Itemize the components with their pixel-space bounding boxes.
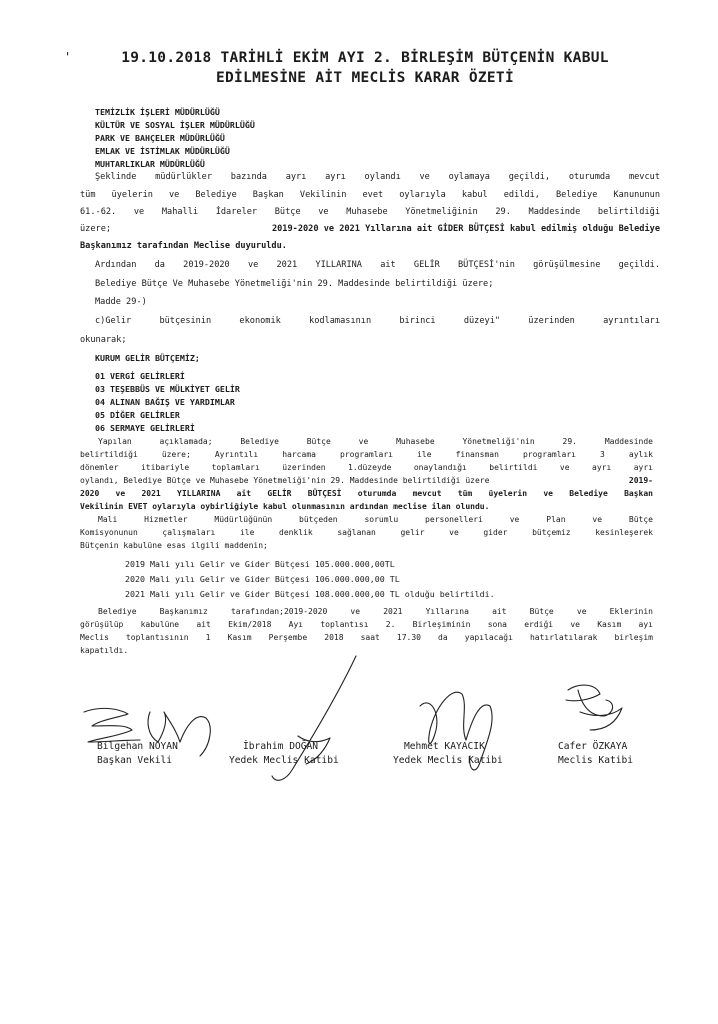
text-line: Ardından da 2019-2020 ve 2021 YILLARINA ait GELİR BÜTÇESİ'nin görüşülmesine geçildi. [95, 260, 660, 270]
signatory-name: İbrahim DOĞAN [243, 741, 319, 752]
title-line-1: 19.10.2018 TARİHLİ EKİM AYI 2. BİRLEŞİM BÜTÇENİN KABUL [121, 50, 609, 66]
text-line [80, 476, 653, 485]
signatory-role: Meclis Katibi [558, 755, 634, 766]
text-line: Mali Hizmetler Müdürlüğünün bütçeden sorumlu personelleri ve Plan ve Bütçe [98, 515, 653, 524]
text-span: üzere; [80, 224, 112, 234]
text-line: Başkanımız tarafından Meclise duyuruldu. [80, 241, 287, 251]
text-line: dönemler itibariyle toplamları üzerinden 1.düzeyde onaylandığı belirtildi ve ayrı ayrı [80, 463, 653, 472]
signatory-role: Başkan Vekili [97, 755, 173, 766]
signatory-role: Yedek Meclis Katibi [229, 755, 339, 766]
scan-mark: ' [64, 50, 72, 64]
department-item: PARK VE BAHÇELER MÜDÜRLÜĞÜ [95, 133, 225, 143]
text-line: Belediye Bütçe Ve Muhasebe Yönetmeliği'nin 29. Maddesinde belirtildiği üzere; [95, 279, 494, 289]
department-item: KÜLTÜR VE SOSYAL İŞLER MÜDÜRLÜĞÜ [95, 120, 255, 130]
income-item: 04 ALINAN BAĞIŞ VE YARDIMLAR [95, 397, 235, 407]
title-line-2: EDİLMESİNE AİT MECLİS KARAR ÖZETİ [216, 70, 514, 86]
text-span: oylandı, Belediye Bütçe ve Muhasebe Yönetmeliği'nin 29. Maddesinde belirtildiği üzere [80, 476, 490, 485]
signatory-name: Mehmet KAYACIK [404, 741, 485, 752]
department-item: EMLAK VE İSTİMLAK MÜDÜRLÜĞÜ [95, 146, 230, 156]
text-line: 2020 ve 2021 YILLARINA ait GELİR BÜTÇESİ oturumda mevcut tüm üyelerin ve Belediye Başkan [80, 489, 653, 498]
signatory-role: Yedek Meclis Katibi [393, 755, 503, 766]
budget-line: 2019 Mali yılı Gelir ve Gider Bütçesi 105.000.000,00TL [125, 559, 395, 569]
signatory-name: Cafer ÖZKAYA [558, 741, 628, 752]
budget-line: 2020 Mali yılı Gelir ve Gider Bütçesi 106.000.000,00 TL [125, 574, 400, 584]
text-span-bold: 2019-2020 ve 2021 Yıllarına ait GİDER BÜTÇESİ kabul edilmiş olduğu Belediye [271, 224, 660, 234]
income-item: 01 VERGİ GELİRLERİ [95, 371, 185, 381]
department-item: TEMİZLİK İŞLERİ MÜDÜRLÜĞÜ [95, 107, 220, 117]
text-line: Vekilinin EVET oylarıyla oybirliğiyle kabul olunmasının ardından meclise ilan olundu. [80, 502, 490, 511]
text-line: 61.-62. ve Mahalli İdareler Bütçe ve Muhasebe Yönetmeliğinin 29. Maddesinde belirtildiği [80, 207, 660, 217]
text-line: Bütçenin kabulüne esas ilgili maddenin; [80, 541, 268, 550]
department-item: MUHTARLIKLAR MÜDÜRLÜĞÜ [95, 159, 205, 169]
income-heading: KURUM GELİR BÜTÇEMİZ; [95, 353, 200, 363]
signature-stroke-ozkaya [566, 685, 622, 730]
income-item: 05 DİĞER GELİRLER [95, 410, 180, 420]
text-line: belirtildiği üzere; Ayrıntılı harcama programları ile finansman programları 3 aylık [80, 450, 653, 459]
income-item: 03 TEŞEBBÜS VE MÜLKİYET GELİR [95, 384, 240, 394]
text-line: tüm üyelerin ve Belediye Başkan Vekilinin evet oylarıyla kabul edildi, Belediye Kanununun [80, 190, 660, 200]
text-line: kapatıldı. [80, 646, 129, 655]
text-line: Komisyonunun çalışmaları ile denklik sağlanan gelir ve gider bütçemiz kesinleşerek [80, 528, 653, 537]
signatory-name: Bilgehan NOYAN [97, 741, 178, 752]
text-span-bold: 2019- [628, 476, 653, 485]
text-line: Belediye Başkanımız tarafından;2019-2020 ve 2021 Yıllarına ait Bütçe ve Eklerinin [98, 607, 653, 616]
text-line: Yapılan açıklamada; Belediye Bütçe ve Muhasebe Yönetmeliği'nin 29. Maddesinde [98, 437, 653, 446]
text-line: c)Gelir bütçesinin ekonomik kodlamasının birinci düzeyi" üzerinden ayrıntıları [95, 316, 660, 326]
budget-line: 2021 Mali yılı Gelir ve Gider Bütçesi 108.000.000,00 TL olduğu belirtildi. [125, 589, 495, 599]
text-line: görüşülüp kabulüne ait Ekim/2018 Ayı toplantısı 2. Birleşiminin sona erdiği ve Kasım ayı [80, 620, 653, 629]
text-line: Meclis toplantısının 1 Kasım Perşembe 2018 saat 17.30 da yapılacağı hatırlatılarak birleşim [80, 633, 653, 642]
text-line: Şeklinde müdürlükler bazında ayrı ayrı oylandı ve oylamaya geçildi, oturumda mevcut [95, 172, 660, 182]
text-line [80, 224, 660, 234]
text-line: Madde 29-) [95, 297, 147, 307]
income-item: 06 SERMAYE GELİRLERİ [95, 423, 195, 433]
text-line: okunarak; [80, 335, 127, 345]
